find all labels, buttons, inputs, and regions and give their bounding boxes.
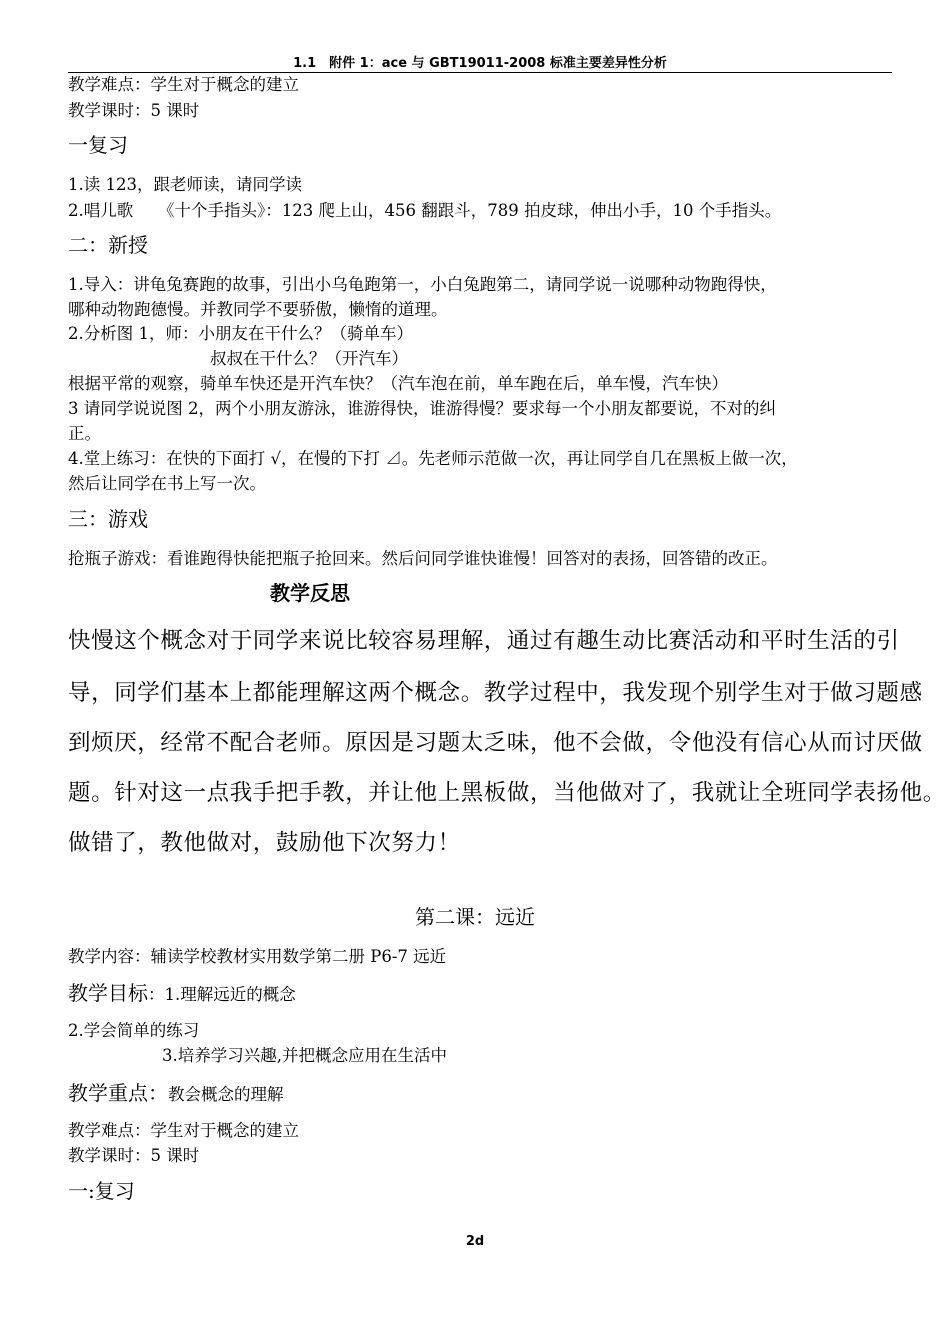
review-item-2: 2.唱儿歌 《十个手指头》：123 爬上山，456 翻跟斗，789 拍皮球，伸出小手，10 个手指头。	[68, 201, 782, 220]
goal-label: 教学目标	[68, 981, 148, 1005]
lesson2-difficulty: 教学难点：学生对于概念的建立	[68, 1121, 299, 1140]
reflection-title: 教学反思	[270, 581, 350, 605]
section-new-heading: 二：新授	[68, 233, 148, 257]
review-item-1: 1.读 123，跟老师读，请同学读	[68, 175, 302, 194]
new-item-1-cont: 哪种动物跑德慢。并教同学不要骄傲，懒惰的道理。	[68, 300, 448, 319]
reflection-line-4: 题。针对这一点我手把手教，并让他上黑板做，当他做对了，我就让全班同学表扬他。	[68, 780, 946, 806]
new-item-2-question: 根据平常的观察，骑单车快还是开汽车快？（汽车泡在前，单车跑在后，单车慢，汽车快）	[68, 374, 728, 393]
new-item-2: 2.分析图 1，师：小朋友在干什么？（骑单车）	[68, 324, 413, 343]
new-item-2-cont: 叔叔在干什么？（开汽车）	[210, 349, 408, 368]
goal-text: ：1.理解远近的概念	[148, 985, 296, 1004]
reflection-line-1: 快慢这个概念对于同学来说比较容易理解，通过有趣生动比赛活动和平时生活的引	[68, 628, 900, 654]
new-item-4-cont: 然后让同学在书上写一次。	[68, 474, 266, 493]
lesson2-title: 第二课：远近	[415, 905, 535, 929]
lesson2-hours: 教学课时：5 课时	[68, 1146, 200, 1165]
header-rule	[68, 72, 892, 73]
key-label: 教学重点：	[68, 1081, 168, 1105]
reflection-line-5: 做错了，教他做对，鼓励他下次努力！	[68, 830, 461, 856]
reflection-line-3: 到烦厌，经常不配合老师。原因是习题太乏味，他不会做，令他没有信心从而讨厌做	[68, 730, 923, 756]
teaching-difficulty: 教学难点：学生对于概念的建立	[68, 75, 299, 94]
goal-2: 2.学会简单的练习	[68, 1021, 200, 1040]
new-item-3: 3 请同学说说图 2，两个小朋友游泳，谁游得快，谁游得慢？要求每一个小朋友都要说，不对的纠	[68, 399, 776, 418]
teaching-hours: 教学课时：5 课时	[68, 101, 200, 120]
reflection-line-2: 导，同学们基本上都能理解这两个概念。教学过程中，我发现个别学生对于做习题感	[68, 680, 923, 706]
page-number: 2d	[465, 1234, 485, 1249]
page-header: 1.1 附件 1：ace 与 GBT19011-2008 标准主要差异性分析	[293, 56, 667, 71]
goal-3: 3.培养学习兴趣,并把概念应用在生活中	[162, 1046, 447, 1065]
lesson2-content: 教学内容：辅读学校教材实用数学第二册 P6-7 远近	[68, 947, 447, 966]
new-item-4: 4.堂上练习：在快的下面打 √，在慢的下打 ⊿。先老师示范做一次，再让同学自几在黑板上做一次，	[68, 449, 798, 468]
section-game-heading: 三：游戏	[68, 507, 148, 531]
key-text: 教会概念的理解	[168, 1085, 284, 1104]
section-review-heading: 一复习	[68, 133, 128, 157]
lesson2-goals	[68, 980, 296, 1006]
game-text: 抢瓶子游戏：看谁跑得快能把瓶子抢回来。然后问同学谁快谁慢！回答对的表扬，回答错的改正。	[68, 549, 778, 568]
lesson2-review-heading: 一:复习	[68, 1179, 135, 1203]
lesson2-key	[68, 1080, 284, 1106]
new-item-3-cont: 正。	[68, 424, 101, 443]
new-item-1: 1.导入：讲龟兔赛跑的故事，引出小乌龟跑第一，小白兔跑第二，请同学说一说哪种动物跑得快，	[68, 275, 777, 294]
